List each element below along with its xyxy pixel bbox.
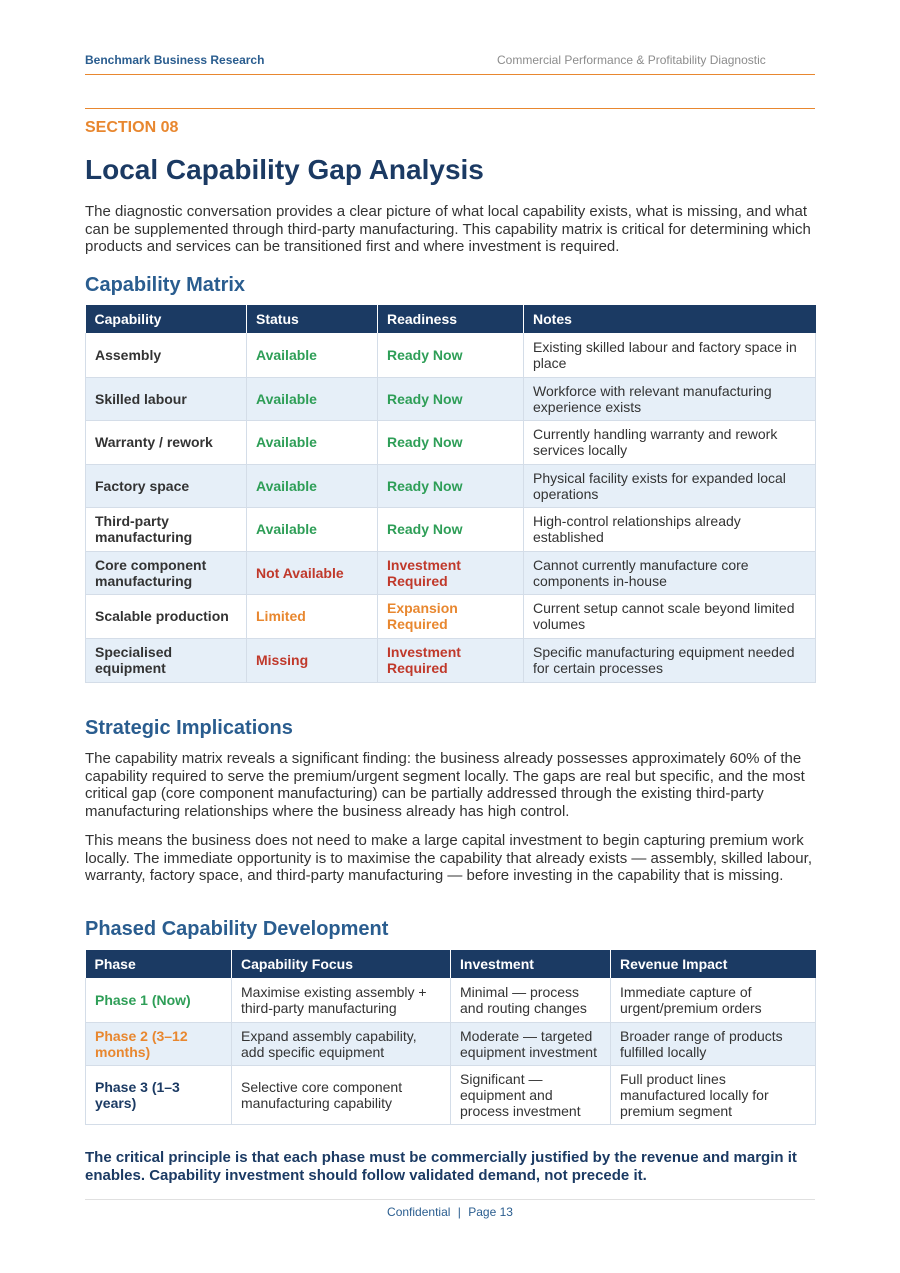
confidential-label: Confidential [387,1205,451,1219]
table-row [86,377,816,420]
capability-cell: Assembly [86,333,247,377]
strategic-paragraph-2: This means the business does not need to make a large capital investment to begin capturing premium work locally. The immediate opportunity is to maximise the capability that already exists — assembly, skilled labour, warranty, factory space, and third-party manufacturing — before investing in the capability that is missing. [85,832,812,884]
status-cell: Available [247,464,378,507]
impact-cell: Immediate capture of urgent/premium orders [611,978,816,1022]
investment-cell: Minimal — process and routing changes [451,978,611,1022]
readiness-cell: Ready Now [378,333,524,377]
status-cell: Available [247,377,378,420]
capability-cell: Skilled labour [86,377,247,420]
intro-paragraph: The diagnostic conversation provides a clear picture of what local capability exists, what is missing, and what can be supplemented through third-party manufacturing. This capability matrix is critical for determining which products and services can be transitioned first and where investment is required. [85,203,811,255]
capability-cell: Third-party manufacturing [86,507,247,551]
status-cell: Available [247,333,378,377]
impact-cell: Full product lines manufactured locally for premium segment [611,1065,816,1124]
capability-cell: Specialised equipment [86,638,247,682]
capability-matrix-heading: Capability Matrix [85,274,246,296]
column-header: Readiness [378,305,524,333]
capability-cell: Scalable production [86,594,247,638]
section-divider [85,108,815,109]
table-row [86,978,816,1022]
document-title: Commercial Performance & Profitability Diagnostic [497,53,766,67]
strategic-paragraph-1: The capability matrix reveals a significant finding: the business already possesses approximately 60% of the capability required to serve the premium/urgent segment locally. The gaps are real but specific, and the most critical gap (core component manufacturing) can be partially addressed through the existing third-party manufacturing relationships where the business already has high control. [85,750,805,820]
status-cell: Missing [247,638,378,682]
capability-matrix-table [85,305,816,683]
capability-cell: Warranty / rework [86,420,247,464]
readiness-cell: Ready Now [378,464,524,507]
column-header: Capability [86,305,247,333]
phased-development-heading: Phased Capability Development [85,918,389,940]
column-header: Investment [451,950,611,978]
status-cell: Available [247,420,378,464]
table-row [86,1022,816,1065]
focus-cell: Expand assembly capability, add specific equipment [232,1022,451,1065]
status-cell: Not Available [247,551,378,594]
investment-cell: Significant — equipment and process investment [451,1065,611,1124]
readiness-cell: Investment Required [378,638,524,682]
section-label: SECTION 08 [85,119,179,136]
notes-cell: Specific manufacturing equipment needed for certain processes [524,638,816,682]
page-title: Local Capability Gap Analysis [85,154,484,185]
notes-cell: Existing skilled labour and factory space in place [524,333,816,377]
table-header-row [86,305,816,333]
readiness-cell: Investment Required [378,551,524,594]
page-header [85,52,815,75]
notes-cell: Cannot currently manufacture core components in-house [524,551,816,594]
column-header: Status [247,305,378,333]
critical-principle-callout: The critical principle is that each phase must be commercially justified by the revenue and margin it enables. Capability investment should follow validated demand, not precede it. [85,1149,797,1184]
notes-cell: High-control relationships already established [524,507,816,551]
table-header-row [86,950,816,978]
investment-cell: Moderate — targeted equipment investment [451,1022,611,1065]
page-number: Page 13 [468,1205,513,1219]
status-cell: Available [247,507,378,551]
status-cell: Limited [247,594,378,638]
notes-cell: Workforce with relevant manufacturing experience exists [524,377,816,420]
readiness-cell: Ready Now [378,507,524,551]
notes-cell: Physical facility exists for expanded local operations [524,464,816,507]
column-header: Revenue Impact [611,950,816,978]
footer-divider [85,1199,815,1200]
page-footer [0,1205,900,1219]
phased-development-table [85,950,816,1125]
phase-cell: Phase 3 (1–3 years) [86,1065,232,1124]
capability-cell: Factory space [86,464,247,507]
table-row [86,638,816,682]
column-header: Phase [86,950,232,978]
readiness-cell: Expansion Required [378,594,524,638]
focus-cell: Selective core component manufacturing capability [232,1065,451,1124]
table-row [86,420,816,464]
impact-cell: Broader range of products fulfilled locally [611,1022,816,1065]
column-header: Capability Focus [232,950,451,978]
table-row [86,1065,816,1124]
footer-separator: | [457,1205,461,1219]
strategic-implications-heading: Strategic Implications [85,717,293,739]
column-header: Notes [524,305,816,333]
focus-cell: Maximise existing assembly + third-party manufacturing [232,978,451,1022]
capability-cell: Core component manufacturing [86,551,247,594]
table-row [86,594,816,638]
brand-name: Benchmark Business Research [85,53,265,67]
notes-cell: Current setup cannot scale beyond limited volumes [524,594,816,638]
table-row [86,551,816,594]
readiness-cell: Ready Now [378,377,524,420]
table-row [86,507,816,551]
phase-cell: Phase 1 (Now) [86,978,232,1022]
notes-cell: Currently handling warranty and rework services locally [524,420,816,464]
phase-cell: Phase 2 (3–12 months) [86,1022,232,1065]
table-row [86,464,816,507]
readiness-cell: Ready Now [378,420,524,464]
table-row [86,333,816,377]
